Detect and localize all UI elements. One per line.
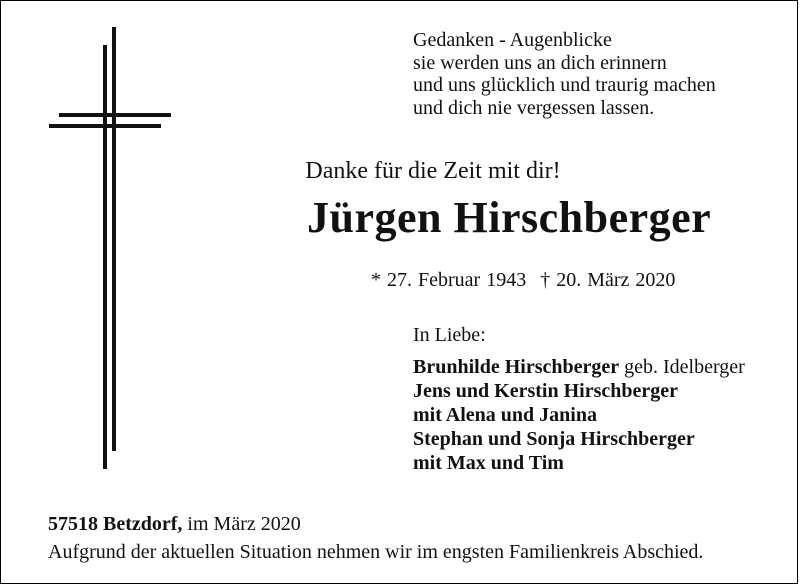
birth-date: * 27. Februar 1943 bbox=[371, 269, 527, 291]
poem-line: sie werden uns an dich erinnern bbox=[413, 51, 667, 74]
mourner-line bbox=[413, 379, 745, 403]
mourner-line bbox=[413, 451, 745, 475]
mourner-line bbox=[413, 403, 745, 427]
mourners-list bbox=[413, 355, 745, 475]
place-date bbox=[48, 513, 301, 536]
month-date: im März 2020 bbox=[182, 513, 301, 535]
mourner-name: Stephan und Sonja Hirschberger bbox=[413, 428, 695, 450]
closing-note: Aufgrund der aktuellen Situation nehmen wir im engsten Familienkreis Abschied. bbox=[48, 541, 704, 563]
mourner-name: Brunhilde Hirschberger bbox=[413, 356, 620, 378]
poem-line: und dich nie vergessen lassen. bbox=[413, 96, 655, 119]
place: 57518 Betzdorf, bbox=[48, 513, 183, 535]
poem bbox=[413, 29, 716, 119]
mourners-intro: In Liebe: bbox=[413, 324, 486, 346]
deceased-name: Jürgen Hirschberger bbox=[307, 193, 712, 242]
poem-line: und uns glücklich und traurig machen bbox=[413, 74, 716, 96]
mourner-line bbox=[413, 355, 745, 379]
mourner-note: geb. Idelberger bbox=[619, 356, 745, 378]
thanks-line: Danke für die Zeit mit dir! bbox=[305, 158, 561, 184]
mourner-name: mit Max und Tim bbox=[413, 452, 564, 474]
mourner-name: Jens und Kerstin Hirschberger bbox=[413, 380, 678, 402]
death-date: † 20. März 2020 bbox=[540, 269, 676, 291]
poem-line: Gedanken - Augenblicke bbox=[413, 29, 612, 51]
mourner-line bbox=[413, 427, 745, 451]
mourner-name: mit Alena und Janina bbox=[413, 404, 597, 426]
cross-icon bbox=[47, 27, 173, 469]
life-dates bbox=[371, 269, 675, 292]
